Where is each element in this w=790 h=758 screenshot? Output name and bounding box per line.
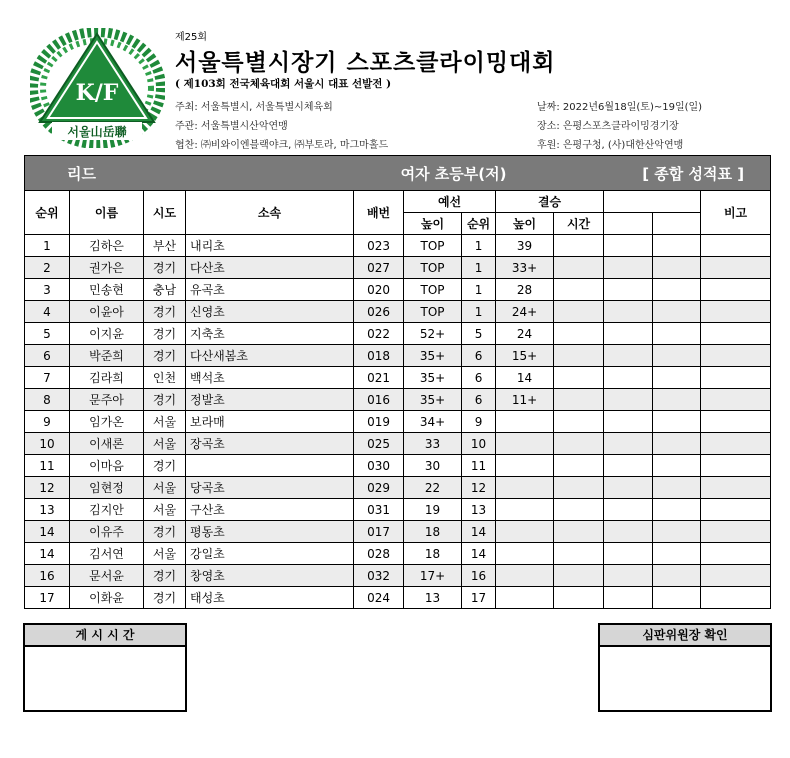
cell-remarks [701,433,771,455]
judge-confirm-box [598,623,772,712]
cell-qual-height: 35+ [404,367,462,389]
cell-qual-height: TOP [404,235,462,257]
cell-rank: 7 [25,367,70,389]
table-row [25,433,771,455]
logo-letters: K/F [75,80,119,106]
cell-extra-a [604,257,653,279]
cell-region: 경기 [144,389,186,411]
cell-region: 서울 [144,543,186,565]
cell-qual-rank: 6 [462,345,496,367]
table-row [25,279,771,301]
cell-extra-b [653,345,701,367]
cell-remarks [701,279,771,301]
cell-extra-a [604,543,653,565]
cell-name: 김하은 [70,235,144,257]
table-row [25,521,771,543]
cell-extra-a [604,433,653,455]
cell-name: 이화윤 [70,587,144,609]
cell-extra-b [653,477,701,499]
cell-region: 경기 [144,323,186,345]
table-row [25,367,771,389]
cell-region: 경기 [144,301,186,323]
cell-extra-a [604,367,653,389]
cell-extra-a [604,565,653,587]
page-title: 서울특별시장기 스포츠클라이밍대회 [175,49,556,76]
cell-rank: 5 [25,323,70,345]
cell-remarks [701,499,771,521]
cell-qual-rank: 14 [462,521,496,543]
cell-name: 이마음 [70,455,144,477]
cell-bib: 030 [354,455,404,477]
cell-extra-b [653,587,701,609]
cell-final-height: 28 [496,279,554,301]
cell-name: 이유주 [70,521,144,543]
cell-remarks [701,521,771,543]
cell-name: 문서윤 [70,565,144,587]
cell-affiliation: 평동초 [186,521,354,543]
col-final-height: 높이 [496,213,554,235]
cell-affiliation: 강일초 [186,543,354,565]
cell-final-height [496,411,554,433]
cell-final-height: 33+ [496,257,554,279]
cell-affiliation: 내리초 [186,235,354,257]
cell-bib: 021 [354,367,404,389]
sponsor-info: 협찬: ㈜비와이엔블랙야크, ㈜부토라, 마그마홀드 [175,140,389,151]
cell-final-height [496,433,554,455]
cell-qual-rank: 11 [462,455,496,477]
cell-final-height [496,587,554,609]
cell-extra-b [653,367,701,389]
cell-extra-b [653,521,701,543]
cell-bib: 022 [354,323,404,345]
cell-region: 경기 [144,521,186,543]
cell-affiliation: 정발초 [186,389,354,411]
cell-rank: 17 [25,587,70,609]
kf-logo [30,28,165,148]
cell-qual-rank: 16 [462,565,496,587]
cell-extra-a [604,345,653,367]
cell-final-height: 11+ [496,389,554,411]
cell-region: 경기 [144,587,186,609]
cell-final-time [554,257,604,279]
cell-region: 경기 [144,455,186,477]
judge-confirm-label: 심판위원장 확인 [600,625,770,647]
table-row [25,499,771,521]
edition-label: 제25회 [175,32,208,43]
cell-qual-rank: 12 [462,477,496,499]
cell-qual-height: 18 [404,521,462,543]
cell-affiliation: 보라매 [186,411,354,433]
cell-extra-a [604,587,653,609]
cell-name: 이새론 [70,433,144,455]
results-body [25,235,771,609]
cell-bib: 024 [354,587,404,609]
cell-remarks [701,455,771,477]
cell-final-height: 39 [496,235,554,257]
table-row [25,587,771,609]
cell-rank: 2 [25,257,70,279]
cell-final-time [554,279,604,301]
cell-affiliation: 태성초 [186,587,354,609]
doc-type-label: [ 종합 성적표 ] [554,156,771,191]
category-label: 여자 초등부(저) [354,156,554,191]
cell-rank: 14 [25,521,70,543]
cell-extra-a [604,323,653,345]
cell-final-height [496,477,554,499]
cell-name: 임가온 [70,411,144,433]
cell-qual-rank: 14 [462,543,496,565]
col-qual-height: 높이 [404,213,462,235]
cell-bib: 019 [354,411,404,433]
cell-qual-rank: 1 [462,257,496,279]
cell-bib: 017 [354,521,404,543]
posting-time-label: 게 시 시 간 [25,625,185,647]
cell-final-time [554,433,604,455]
cell-final-height [496,455,554,477]
cell-remarks [701,477,771,499]
cell-remarks [701,257,771,279]
cell-final-time [554,301,604,323]
cell-qual-height: 13 [404,587,462,609]
cell-qual-height: 35+ [404,389,462,411]
cell-extra-a [604,455,653,477]
cell-extra-a [604,301,653,323]
col-affiliation: 소속 [186,191,354,235]
cell-extra-b [653,433,701,455]
cell-remarks [701,389,771,411]
cell-final-time [554,235,604,257]
cell-final-height [496,499,554,521]
cell-region: 서울 [144,433,186,455]
cell-affiliation: 신영초 [186,301,354,323]
cell-qual-height: 22 [404,477,462,499]
posting-time-box [23,623,187,712]
cell-final-height: 15+ [496,345,554,367]
support-info: 후원: 은평구청, (사)대한산악연맹 [537,140,684,151]
cell-extra-b [653,455,701,477]
page-subtitle: ( 제103회 전국체육대회 서울시 대표 선발전 ) [175,78,392,90]
col-blank [604,191,701,213]
cell-qual-height: 35+ [404,345,462,367]
cell-remarks [701,235,771,257]
cell-region: 경기 [144,345,186,367]
col-remarks: 비고 [701,191,771,235]
cell-extra-a [604,389,653,411]
cell-affiliation: 구산초 [186,499,354,521]
cell-name: 김라희 [70,367,144,389]
col-blank-b [653,213,701,235]
cell-extra-b [653,279,701,301]
cell-rank: 1 [25,235,70,257]
cell-rank: 13 [25,499,70,521]
table-row [25,235,771,257]
cell-name: 임현정 [70,477,144,499]
cell-extra-a [604,411,653,433]
cell-rank: 10 [25,433,70,455]
cell-region: 서울 [144,477,186,499]
cell-rank: 4 [25,301,70,323]
venue-info: 장소: 은평스포츠클라이밍경기장 [537,121,679,132]
cell-name: 이윤아 [70,301,144,323]
cell-rank: 3 [25,279,70,301]
cell-qual-rank: 6 [462,367,496,389]
cell-region: 서울 [144,499,186,521]
cell-extra-b [653,389,701,411]
cell-qual-height: 17+ [404,565,462,587]
cell-remarks [701,367,771,389]
cell-qual-height: 18 [404,543,462,565]
col-rank: 순위 [25,191,70,235]
cell-final-height [496,565,554,587]
cell-bib: 026 [354,301,404,323]
cell-region: 인천 [144,367,186,389]
cell-name: 이지윤 [70,323,144,345]
cell-final-height [496,543,554,565]
cell-qual-rank: 13 [462,499,496,521]
col-qualification: 예선 [404,191,496,213]
cell-affiliation: 창영초 [186,565,354,587]
cell-rank: 8 [25,389,70,411]
cell-rank: 11 [25,455,70,477]
cell-affiliation: 다산새봄초 [186,345,354,367]
cell-affiliation: 유곡초 [186,279,354,301]
cell-qual-height: 19 [404,499,462,521]
header-row [25,191,771,213]
col-final: 결승 [496,191,604,213]
host-info: 주최: 서울특별시, 서울특별시체육회 [175,102,333,113]
cell-final-height [496,521,554,543]
cell-final-time [554,587,604,609]
cell-extra-b [653,257,701,279]
cell-rank: 12 [25,477,70,499]
cell-final-time [554,565,604,587]
cell-remarks [701,323,771,345]
cell-qual-height: 33 [404,433,462,455]
cell-final-time [554,499,604,521]
table-row [25,477,771,499]
cell-bib: 023 [354,235,404,257]
table-row [25,455,771,477]
cell-rank: 9 [25,411,70,433]
cell-extra-b [653,411,701,433]
table-row [25,543,771,565]
cell-affiliation: 당곡초 [186,477,354,499]
cell-name: 권가은 [70,257,144,279]
table-row [25,257,771,279]
cell-extra-b [653,543,701,565]
cell-qual-height: TOP [404,301,462,323]
cell-extra-b [653,499,701,521]
cell-bib: 016 [354,389,404,411]
cell-bib: 031 [354,499,404,521]
cell-remarks [701,301,771,323]
cell-remarks [701,345,771,367]
cell-final-time [554,323,604,345]
col-bib: 배번 [354,191,404,235]
cell-remarks [701,565,771,587]
cell-bib: 032 [354,565,404,587]
cell-final-time [554,477,604,499]
cell-region: 부산 [144,235,186,257]
cell-final-height: 24+ [496,301,554,323]
cell-qual-rank: 10 [462,433,496,455]
cell-bib: 027 [354,257,404,279]
cell-rank: 6 [25,345,70,367]
table-row [25,411,771,433]
cell-extra-b [653,235,701,257]
cell-final-time [554,521,604,543]
cell-qual-rank: 5 [462,323,496,345]
cell-extra-a [604,499,653,521]
cell-qual-height: 34+ [404,411,462,433]
cell-final-time [554,543,604,565]
cell-affiliation [186,455,354,477]
cell-name: 김서연 [70,543,144,565]
col-region: 시도 [144,191,186,235]
cell-region: 경기 [144,257,186,279]
results-banner [25,156,771,191]
cell-affiliation: 다산초 [186,257,354,279]
cell-final-time [554,455,604,477]
cell-final-height: 14 [496,367,554,389]
cell-final-time [554,367,604,389]
cell-qual-height: TOP [404,279,462,301]
cell-extra-b [653,301,701,323]
cell-affiliation: 장곡초 [186,433,354,455]
cell-rank: 14 [25,543,70,565]
event-label: 리드 [25,156,354,191]
cell-affiliation: 지축초 [186,323,354,345]
cell-name: 문주아 [70,389,144,411]
cell-extra-b [653,565,701,587]
table-row [25,389,771,411]
cell-qual-rank: 1 [462,279,496,301]
cell-qual-height: 52+ [404,323,462,345]
cell-region: 충남 [144,279,186,301]
cell-rank: 16 [25,565,70,587]
cell-bib: 025 [354,433,404,455]
cell-extra-a [604,477,653,499]
cell-name: 민송현 [70,279,144,301]
cell-final-height: 24 [496,323,554,345]
cell-extra-a [604,279,653,301]
col-final-time: 시간 [554,213,604,235]
cell-qual-rank: 9 [462,411,496,433]
col-blank-a [604,213,653,235]
col-name: 이름 [70,191,144,235]
table-row [25,323,771,345]
cell-qual-rank: 1 [462,301,496,323]
cell-extra-a [604,521,653,543]
organizer-info: 주관: 서울특별시산악연맹 [175,121,288,132]
cell-bib: 028 [354,543,404,565]
cell-final-time [554,411,604,433]
cell-qual-height: 30 [404,455,462,477]
date-info: 날짜: 2022년6월18일(토)~19일(일) [537,102,703,113]
table-row [25,301,771,323]
cell-extra-a [604,235,653,257]
cell-remarks [701,411,771,433]
cell-region: 서울 [144,411,186,433]
cell-extra-b [653,323,701,345]
cell-qual-rank: 17 [462,587,496,609]
cell-remarks [701,543,771,565]
cell-final-time [554,389,604,411]
cell-qual-rank: 1 [462,235,496,257]
cell-final-time [554,345,604,367]
logo-caption: 서울山岳聯 [67,125,127,139]
cell-name: 김지안 [70,499,144,521]
col-qual-rank: 순위 [462,213,496,235]
cell-qual-rank: 6 [462,389,496,411]
cell-bib: 029 [354,477,404,499]
cell-bib: 018 [354,345,404,367]
cell-region: 경기 [144,565,186,587]
table-row [25,565,771,587]
cell-bib: 020 [354,279,404,301]
table-row [25,345,771,367]
cell-name: 박준희 [70,345,144,367]
results-table [24,155,771,609]
cell-affiliation: 백석초 [186,367,354,389]
cell-remarks [701,587,771,609]
cell-qual-height: TOP [404,257,462,279]
